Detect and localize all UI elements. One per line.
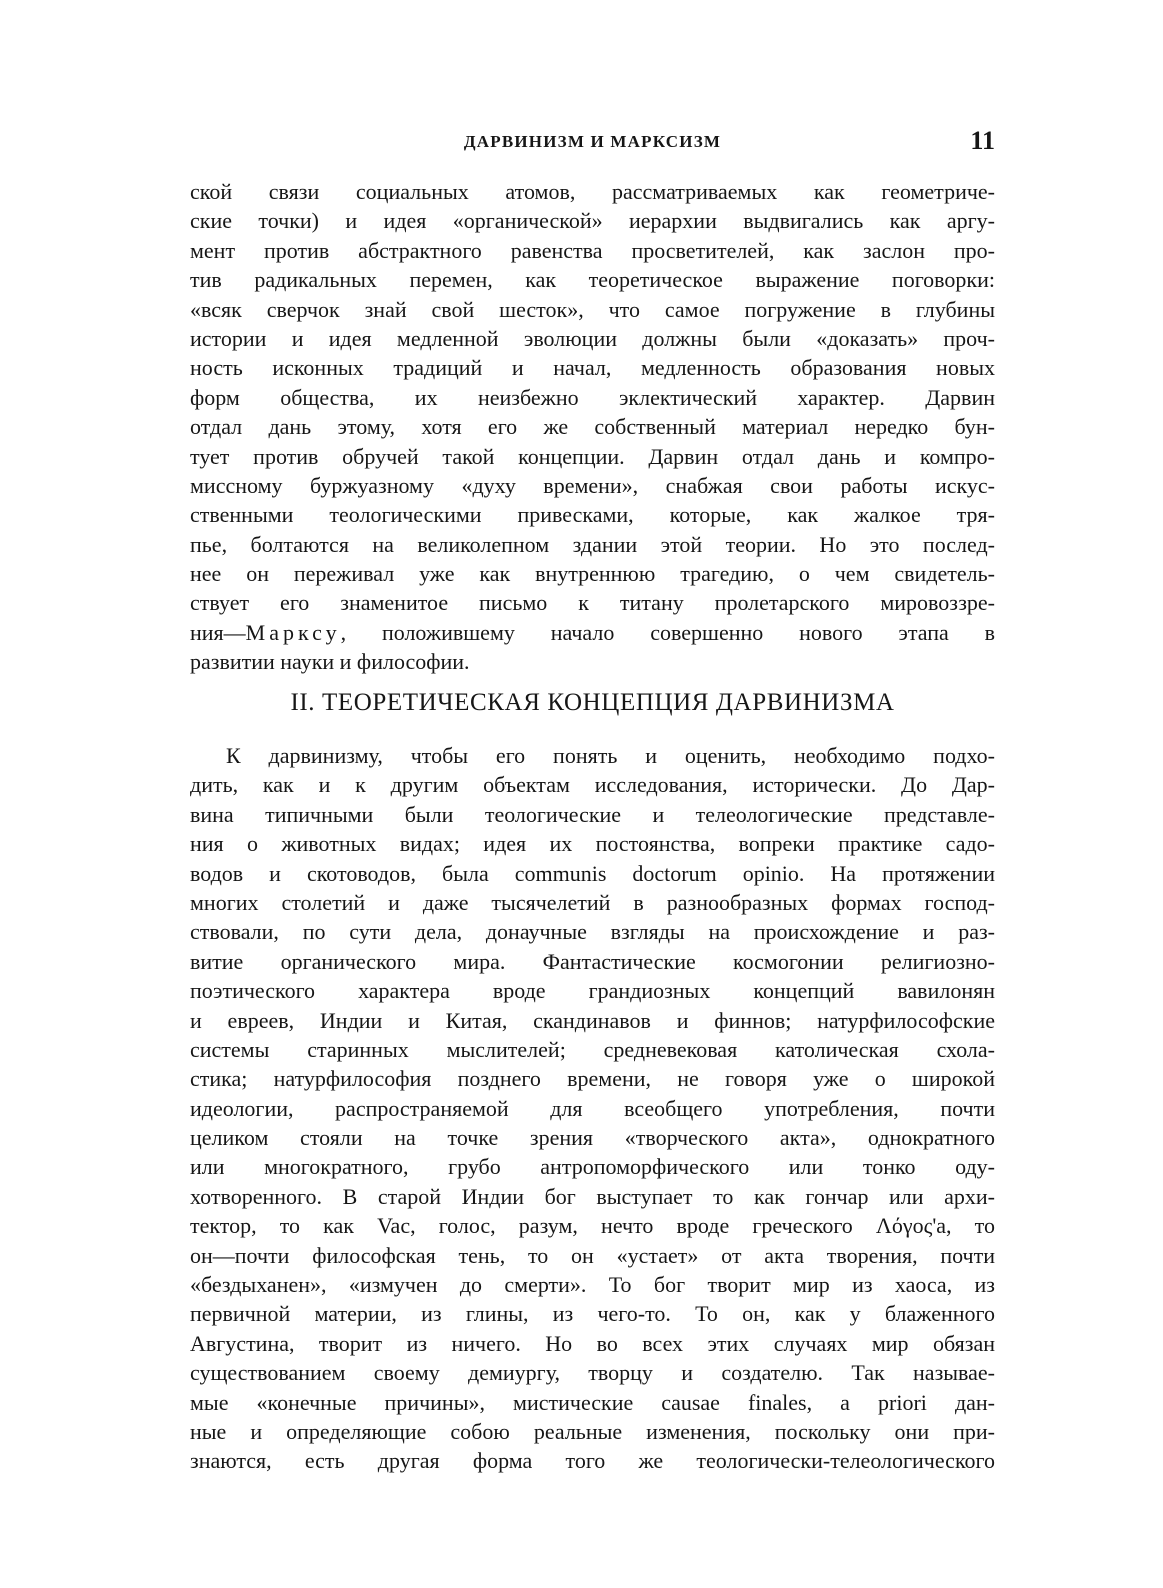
text-line: ские точки) и идея «органической» иерархии выдвигались как аргу- (190, 208, 995, 234)
text-line: стика; натурфилософия позднего времени, не говоря уже о широкой (190, 1066, 995, 1092)
text-line: миссному буржуазному «духу времени», снабжая свои работы искус- (190, 472, 995, 498)
text-line: ность исконных традиций и начал, медленность образования новых (190, 355, 995, 381)
text-line: ской связи социальных атомов, рассматриваемых как геометриче- (190, 179, 995, 204)
text-line: мые «конечные причины», мистические causae finales, a priori дан- (190, 1389, 995, 1415)
text-line: ния о животных видах; идея их постоянства, вопреки практике садо- (190, 831, 995, 857)
text-line: тует против обручей такой концепции. Дарвин отдал дань и компро- (190, 443, 995, 469)
text-line: существованием своему демиургу, творцу и создателю. Так называе- (190, 1360, 995, 1386)
paragraph-2 (190, 741, 995, 1476)
text-line: ные и определяющие собою реальные изменения, поскольку они при- (190, 1418, 995, 1444)
text-line: витие органического мира. Фантастические космогонии религиозно- (190, 948, 995, 974)
text-line: ствовали, по сути дела, донаучные взгляды на происхождение и раз- (190, 919, 995, 945)
line-suffix: , положившему начало совершенно нового этапа в (340, 619, 995, 645)
text-line: системы старинных мыслителей; средневековая католическая схола- (190, 1036, 995, 1062)
text-line: Августина, творит из ничего. Но во всех этих случаях мир обязан (190, 1330, 995, 1356)
text-line: «бездыханен», «измучен до смерти». То бог творит мир из хаоса, из (190, 1272, 995, 1298)
running-title: ДАРВИНИЗМ И МАРКСИЗМ (463, 132, 722, 151)
text-line: ствует его знаменитое письмо к титану пролетарского мировоззре- (190, 590, 995, 616)
text-line: поэтического характера вроде грандиозных концепций вавилонян (190, 978, 995, 1004)
text-line-with-name (190, 618, 995, 647)
paragraph-1 (190, 177, 995, 677)
text-line: развитии науки и философии. (190, 649, 470, 675)
text-line: мент против абстрактного равенства просветителей, как заслон про- (190, 237, 995, 263)
page-number: 11 (970, 126, 995, 155)
text-line: первичной материи, из глины, из чего-то. То он, как у блаженного (190, 1301, 995, 1327)
text-line: он—почти философская тень, то он «устает» от акта творения, почти (190, 1242, 995, 1268)
text-line: пье, болтаются на великолепном здании этой теории. Но это послед- (190, 531, 995, 557)
text-line: истории и идея медленной эволюции должны были «доказать» проч- (190, 325, 995, 351)
spaced-name-marx: Марксу (245, 619, 341, 645)
text-line: водов и скотоводов, была communis doctorum opinio. На протяжении (190, 860, 995, 886)
text-line: хотворенного. В старой Индии бог выступает то как гончар или архи- (190, 1183, 995, 1209)
line-prefix: ния— (190, 619, 246, 645)
running-head (190, 128, 995, 158)
text-line: дить, как и к другим объектам исследования, исторически. До Дар- (190, 772, 995, 798)
text-line: многих столетий и даже тысячелетий в разнообразных формах господ- (190, 889, 995, 915)
text-line: нее он переживал уже как внутреннюю трагедию, о чем свидетель- (190, 561, 995, 587)
section-heading: II. ТЕОРЕТИЧЕСКАЯ КОНЦЕПЦИЯ ДАРВИНИЗМА (290, 689, 895, 716)
text-line: целиком стояли на точке зрения «творческого акта», однократного (190, 1125, 995, 1151)
text-line: тектор, то как Vac, голос, разум, нечто вроде греческого Λόγος'а, то (190, 1213, 995, 1239)
text-line: форм общества, их неизбежно эклектический характер. Дарвин (190, 384, 995, 410)
text-line: «всяк сверчок знай свой шесток», что самое погружение в глубины (190, 296, 995, 322)
text-line: ственными теологическими привесками, которые, как жалкое тря- (190, 502, 995, 528)
text-line: и евреев, Индии и Китая, скандинавов и финнов; натурфилософские (190, 1007, 995, 1033)
text-line: отдал дань этому, хотя его же собственный материал нередко бун- (190, 414, 995, 440)
text-line: идеологии, распространяемой для всеобщего употребления, почти (190, 1095, 995, 1121)
text-line: или многократного, грубо антропоморфического или тонко оду- (190, 1154, 995, 1180)
text-line: тив радикальных перемен, как теоретическое выражение поговорки: (190, 267, 995, 293)
text-line: знаются, есть другая форма того же теологически-телеологического (190, 1448, 995, 1474)
text-line: К дарвинизму, чтобы его понять и оценить, необходимо подхо- (226, 743, 995, 768)
text-line: вина типичными были теологические и телеологические представле- (190, 801, 995, 827)
